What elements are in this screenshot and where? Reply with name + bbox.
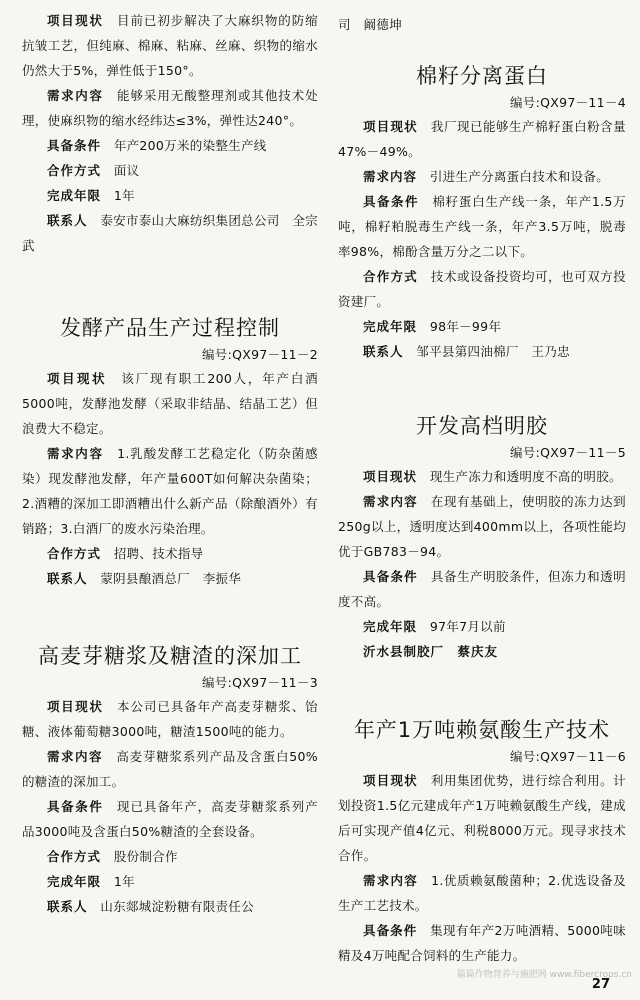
- field-xianzhuang: 项目现状 目前已初步解决了大麻织物的防缩抗皱工艺，但纯麻、棉麻、粘麻、丝麻、织物的缩水仍然大于5%，弹性低于150°。: [22, 13, 318, 78]
- field-nianxian: 完成年限 97年7月以前: [363, 619, 506, 634]
- field-nianxian: 完成年限 98年－99年: [363, 319, 502, 334]
- section-fermentation: [22, 312, 318, 591]
- field-jubei: 具备条件 具备生产明胶条件，但冻力和透明度不高。: [338, 569, 626, 609]
- section-maltose-continued: [338, 12, 626, 37]
- field-jubei: 具备条件 棉籽蛋白生产线一条，年产1.5万吨，棉籽粕脱毒生产线一条，年产3.5万吨，脱毒率98%，棉酚含量万分之二以下。: [338, 194, 626, 259]
- field-lianxi: 联系人 泰安市泰山大麻纺织集团总公司 全宗武: [22, 213, 318, 253]
- field-lianxi: 联系人 邹平县第四油棉厂 王乃忠: [363, 344, 570, 359]
- field-xuqiu: 需求内容 在现有基础上，使明胶的冻力达到250g以上，透明度达到400mm以上，各项性能均优于GB783－94。: [338, 494, 626, 559]
- section-code: 编号:QX97－11－2: [202, 347, 318, 362]
- field-xianzhuang: 项目现状 本公司已具备年产高麦芽糖浆、饴糖、液体葡萄糖3000吨，糖渣1500吨的能力。: [22, 699, 318, 739]
- section-title: 开发高档明胶: [416, 414, 548, 438]
- field-xianzhuang: 项目现状 现生产冻力和透明度不高的明胶。: [363, 469, 622, 484]
- section-dama-fabric: [22, 8, 318, 258]
- section-title: 发酵产品生产过程控制: [60, 316, 280, 340]
- field-lianxi: 联系人 山东郯城淀粉糖有限责任公: [47, 899, 254, 914]
- field-xuqiu: 需求内容 能够采用无酸整理剂或其他技术处理，使麻织物的缩水经纬达≤3%，弹性达240°。: [22, 88, 318, 128]
- contact-continuation: 司 阚德坤: [338, 17, 403, 32]
- field-xianzhuang: 项目现状 利用集团优势，进行综合利用。计划投资1.5亿元建成年产1万吨赖氨酸生产线，建成后可实现产值4亿元、利税8000万元。现寻求技术合作。: [338, 773, 626, 863]
- field-xuqiu: 需求内容 高麦芽糖浆系列产品及含蛋白50%的糖渣的深加工。: [22, 749, 318, 789]
- section-title: 棉籽分离蛋白: [416, 64, 548, 88]
- section-code: 编号:QX97－11－5: [510, 445, 626, 460]
- field-jubei: 具备条件 集现有年产2万吨酒精、5000吨味精及4万吨配合饲料的生产能力。: [338, 923, 626, 963]
- field-jubei: 具备条件 现已具备年产，高麦芽糖浆系列产品3000吨及含蛋白50%糖渣的全套设备。: [22, 799, 318, 839]
- field-hezuo: 合作方式 股份制合作: [47, 849, 178, 864]
- page-number: 27: [591, 977, 610, 992]
- section-code: 编号:QX97－11－6: [510, 749, 626, 764]
- section-code: 编号:QX97－11－4: [510, 95, 626, 110]
- field-lianxi: 联系人 蒙阴县酿酒总厂 李振华: [47, 571, 242, 586]
- section-code: 编号:QX97－11－3: [202, 675, 318, 690]
- field-hezuo: 合作方式 招聘、技术指导: [47, 546, 204, 561]
- section-title: 年产1万吨赖氨酸生产技术: [353, 718, 611, 742]
- field-jubei: 具备条件 年产200万米的染整生产线: [47, 138, 267, 153]
- field-hezuo: 合作方式 面议: [47, 163, 140, 178]
- section-gelatin: [338, 410, 626, 664]
- section-title: 高麦芽糖浆及糖渣的深加工: [38, 644, 302, 668]
- section-lysine: [338, 714, 626, 968]
- field-xuqiu: 需求内容 1.优质赖氨酸菌种；2.优选设备及生产工艺技术。: [338, 873, 626, 913]
- field-xianzhuang: 项目现状 该厂现有职工200人，年产白酒5000吨，发酵池发酵（采取非结晶、结晶工艺）但浪费大不稳定。: [22, 371, 318, 436]
- watermark: 篇篇作物营养与施肥网 www.fibercrops.cn: [456, 970, 632, 980]
- field-nianxian: 完成年限 1年: [47, 874, 135, 889]
- field-hezuo: 合作方式 技术或设备投资均可，也可双方投资建厂。: [338, 269, 626, 309]
- section-maltose: [22, 640, 318, 919]
- field-xuqiu: 需求内容 引进生产分离蛋白技术和设备。: [363, 169, 610, 184]
- field-xuqiu: 需求内容 1.乳酸发酵工艺稳定化（防杂菌感染）现发酵池发酵，年产量600T如何解决杂菌染；2.酒糟的深加工即酒糟出什么新产品（除酿酒外）有销路；3.白酒厂的废水污染治理。: [22, 446, 318, 536]
- field-xianzhuang: 项目现状 我厂现已能够生产棉籽蛋白粉含量47%－49%。: [338, 119, 626, 159]
- field-nianxian: 完成年限 1年: [47, 188, 135, 203]
- field-lianxi: 沂水县制胶厂 蔡庆友: [363, 644, 499, 659]
- section-cottonseed-protein: [338, 60, 626, 364]
